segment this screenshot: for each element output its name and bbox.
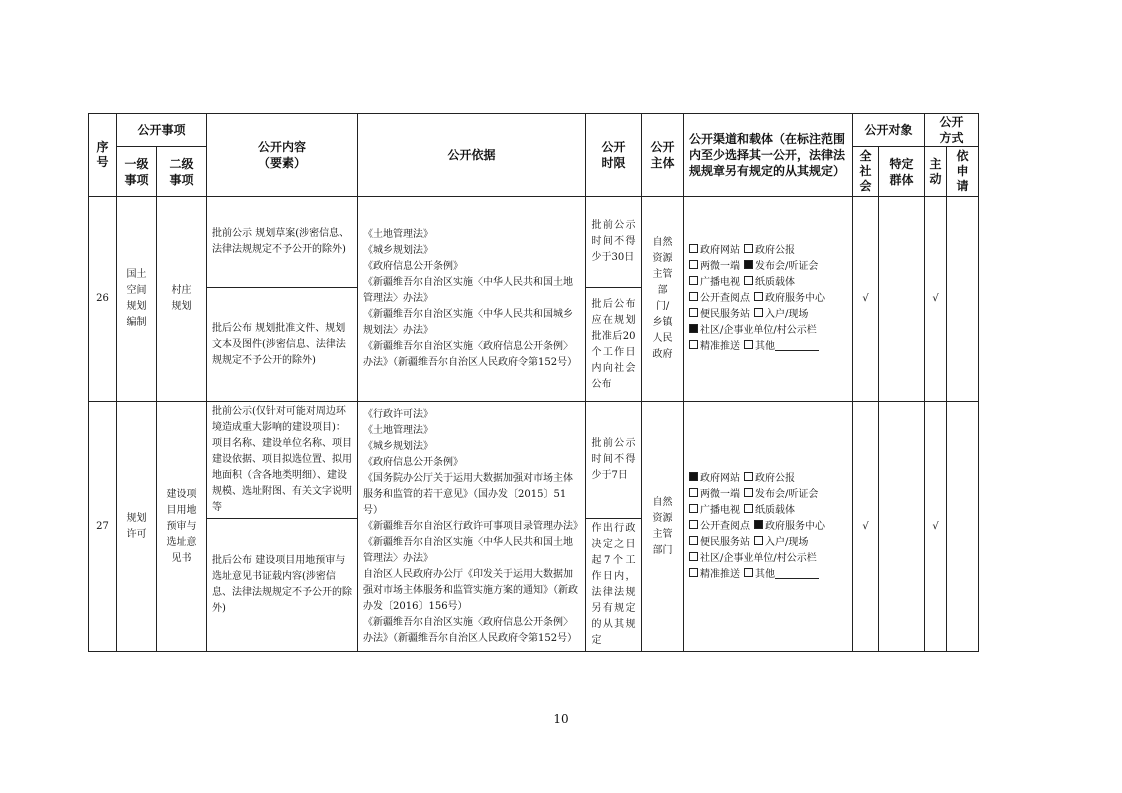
row-time-post: 批后公布应在规划批准后20个工作日内向社会公布 <box>586 288 642 402</box>
channel-label: 精准推送 <box>700 568 741 580</box>
channel-line <box>689 503 847 519</box>
channel-option <box>689 569 740 580</box>
basis-line: 《政府信息公开条例》 <box>363 261 464 272</box>
header-content: 公开内容 （要素） <box>207 114 358 197</box>
header-basis: 公开依据 <box>358 114 586 197</box>
channel-label: 政府公报 <box>755 245 796 256</box>
empty-box-icon <box>689 292 698 301</box>
empty-box-icon <box>689 308 698 317</box>
channel-line <box>689 567 847 583</box>
channel-option <box>689 521 750 532</box>
channel-line <box>689 535 847 551</box>
empty-box-icon <box>689 504 698 513</box>
header-subject: 公开主体 <box>642 114 684 197</box>
header-target-group: 公开对象 <box>853 114 925 147</box>
row-target-specific <box>879 402 925 652</box>
channel-label: 两微一端 <box>700 488 741 500</box>
header-mode-group: 公开方式 <box>925 114 979 147</box>
row-mode-request <box>947 197 979 402</box>
empty-box-icon <box>689 520 698 529</box>
page-number: 10 <box>553 712 569 726</box>
row-basis <box>358 402 586 652</box>
row-content-post: 批后公布 规划批准文件、规划文本及图件(涉密信息、法律法规规定不予公开的除外) <box>207 288 358 402</box>
empty-box-icon <box>744 244 753 253</box>
channel-label: 广播电视 <box>700 504 741 516</box>
channel-option <box>744 277 795 288</box>
row-target-all: √ <box>853 197 879 402</box>
empty-box-icon <box>689 340 698 349</box>
disclosure-table <box>88 113 979 652</box>
checked-box-icon <box>744 260 753 269</box>
channel-label: 广播电视 <box>700 277 741 288</box>
channel-line <box>689 471 847 487</box>
channel-label: 公开查阅点 <box>700 293 751 304</box>
channel-label: 纸质载体 <box>755 504 796 516</box>
table-row <box>89 402 979 519</box>
header-mode-active: 主动 <box>925 147 947 197</box>
channel-option <box>754 293 825 304</box>
row-level1: 国土空间规划编制 <box>117 197 157 402</box>
empty-box-icon <box>689 276 698 285</box>
channel-line <box>689 487 847 503</box>
fill-in-underline <box>775 340 819 351</box>
row-time-pre: 批前公示时间不得少于30日 <box>586 197 642 288</box>
empty-box-icon <box>754 292 763 301</box>
header-channel: 公开渠道和载体（在标注范围内至少选择其一公开，法律法规规章另有规定的从其规定） <box>684 114 853 197</box>
checked-box-icon <box>754 520 763 529</box>
channel-option <box>744 341 819 352</box>
header-mode-request: 依申请 <box>947 147 979 197</box>
fill-in-underline <box>775 568 819 579</box>
channel-label: 纸质载体 <box>755 277 796 288</box>
empty-box-icon <box>744 472 753 481</box>
basis-line: 《城乡规划法》 <box>363 245 434 256</box>
row-channels <box>684 402 853 652</box>
channel-option <box>689 341 740 352</box>
checked-box-icon <box>689 472 698 481</box>
channel-option <box>689 473 740 484</box>
basis-line: 《新疆维吾尔自治区行政许可事项目录管理办法》 <box>363 520 584 532</box>
channel-label: 社区/企事业单位/村公示栏 <box>700 552 817 564</box>
empty-box-icon <box>754 536 763 545</box>
channel-label: 政府服务中心 <box>765 520 826 532</box>
row-time-pre: 批前公示时间不得少于7日 <box>586 402 642 519</box>
row-target-specific <box>879 197 925 402</box>
channel-label: 发布会/听证会 <box>755 261 819 272</box>
basis-line: 《国务院办公厅关于运用大数据加强对市场主体服务和监管的若干意见》（国办发〔2015〕51号） <box>363 472 574 516</box>
channel-option <box>689 505 740 516</box>
channel-option <box>754 309 808 320</box>
channel-line <box>689 307 847 323</box>
channel-option <box>689 245 740 256</box>
empty-box-icon <box>689 568 698 577</box>
channel-label: 其他 <box>755 341 776 352</box>
channel-line <box>689 243 847 259</box>
row-basis <box>358 197 586 402</box>
header-target-specific: 特定群体 <box>879 147 925 197</box>
channel-label: 精准推送 <box>700 341 741 352</box>
channel-label: 入户/现场 <box>765 309 809 320</box>
empty-box-icon <box>689 536 698 545</box>
channel-option <box>754 521 825 532</box>
row-channels <box>684 197 853 402</box>
basis-line: 《新疆维吾尔自治区实施〈中华人民共和国土地管理法〉办法》 <box>363 536 574 564</box>
row-seq: 26 <box>89 197 117 402</box>
channel-label: 发布会/听证会 <box>755 488 819 500</box>
header-target-all: 全社会 <box>853 147 879 197</box>
channel-line <box>689 275 847 291</box>
row-subject: 自然资源主管部门 <box>642 402 684 652</box>
channel-label: 其他 <box>755 568 776 580</box>
table-row <box>89 197 979 288</box>
header-seq: 序号 <box>89 114 117 197</box>
row-level2: 村庄规划 <box>157 197 207 402</box>
row-content-post: 批后公布 建设项目用地预审与选址意见书证载内容(涉密信息、法律法规规定不予公开的除外) <box>207 519 358 652</box>
channel-option <box>689 537 750 548</box>
channel-label: 公开查阅点 <box>700 520 751 532</box>
channel-line <box>689 323 847 339</box>
basis-line: 《土地管理法》 <box>363 424 434 436</box>
channel-line <box>689 519 847 535</box>
empty-box-icon <box>689 260 698 269</box>
channel-option <box>754 537 808 548</box>
channel-option <box>744 489 818 500</box>
channel-option <box>744 505 795 516</box>
channel-label: 便民服务站 <box>700 536 751 548</box>
row-target-all: √ <box>853 402 879 652</box>
row-mode-active: √ <box>925 402 947 652</box>
header-timelimit: 公开时限 <box>586 114 642 197</box>
channel-option <box>689 277 740 288</box>
row-content-pre: 批前公示(仅针对可能对周边环境造成重大影响的建设项目)：项目名称、建设单位名称、项目建设依据、项目拟选位置、拟用地面积（含各地类明细）、建设规模、选址附图、有关文字说明等 <box>207 402 358 519</box>
channel-option <box>689 309 750 320</box>
basis-line: 《新疆维吾尔自治区实施〈中华人民共和国土地管理法〉办法》 <box>363 277 574 304</box>
channel-line <box>689 339 847 355</box>
empty-box-icon <box>744 488 753 497</box>
row-seq: 27 <box>89 402 117 652</box>
channel-option <box>689 489 740 500</box>
basis-line: 《政府信息公开条例》 <box>363 456 464 468</box>
channel-label: 社区/企事业单位/村公示栏 <box>700 325 817 336</box>
channel-line <box>689 291 847 307</box>
channel-label: 政府公报 <box>755 472 796 484</box>
header-item-group: 公开事项 <box>117 114 207 147</box>
header-level1: 一级事项 <box>117 147 157 197</box>
channel-label: 入户/现场 <box>765 536 809 548</box>
basis-line: 《城乡规划法》 <box>363 440 434 452</box>
channel-option <box>744 261 818 272</box>
checked-box-icon <box>689 324 698 333</box>
channel-label: 政府网站 <box>700 245 741 256</box>
basis-line: 自治区人民政府办公厅《印发关于运用大数据加强对市场主体服务和监管实施方案的通知》（新政办发〔2016〕156号） <box>363 568 579 612</box>
channel-option <box>689 261 740 272</box>
empty-box-icon <box>689 488 698 497</box>
channel-label: 政府服务中心 <box>765 293 826 304</box>
channel-option <box>744 569 819 580</box>
row-level1: 规划许可 <box>117 402 157 652</box>
channel-line <box>689 551 847 567</box>
basis-line: 《新疆维吾尔自治区实施〈政府信息公开条例〉办法》（新疆维吾尔自治区人民政府令第152号） <box>363 616 578 644</box>
basis-line: 《行政许可法》 <box>363 408 434 420</box>
basis-line: 《新疆维吾尔自治区实施〈中华人民共和国城乡规划法〉办法》 <box>363 309 574 336</box>
row-mode-request <box>947 402 979 652</box>
row-mode-active: √ <box>925 197 947 402</box>
empty-box-icon <box>744 276 753 285</box>
empty-box-icon <box>754 308 763 317</box>
empty-box-icon <box>744 568 753 577</box>
header-level2: 二级事项 <box>157 147 207 197</box>
row-time-post: 作出行政决定之日起7个工作日内，法律法规另有规定的从其规定 <box>586 519 642 652</box>
row-subject: 自然资源主管部门/乡镇人民政府 <box>642 197 684 402</box>
channel-label: 便民服务站 <box>700 309 751 320</box>
basis-line: 《土地管理法》 <box>363 229 434 240</box>
empty-box-icon <box>744 504 753 513</box>
row-content-pre: 批前公示 规划草案(涉密信息、法律法规规定不予公开的除外) <box>207 197 358 288</box>
empty-box-icon <box>689 552 698 561</box>
row-level2: 建设项目用地预审与选址意见书 <box>157 402 207 652</box>
channel-option <box>744 245 795 256</box>
empty-box-icon <box>689 244 698 253</box>
channel-line <box>689 259 847 275</box>
channel-option <box>689 553 817 564</box>
channel-label: 两微一端 <box>700 261 741 272</box>
channel-option <box>689 293 750 304</box>
channel-option <box>689 325 817 336</box>
empty-box-icon <box>744 340 753 349</box>
basis-line: 《新疆维吾尔自治区实施〈政府信息公开条例〉办法》（新疆维吾尔自治区人民政府令第152号） <box>363 341 578 368</box>
channel-label: 政府网站 <box>700 472 741 484</box>
channel-option <box>744 473 795 484</box>
